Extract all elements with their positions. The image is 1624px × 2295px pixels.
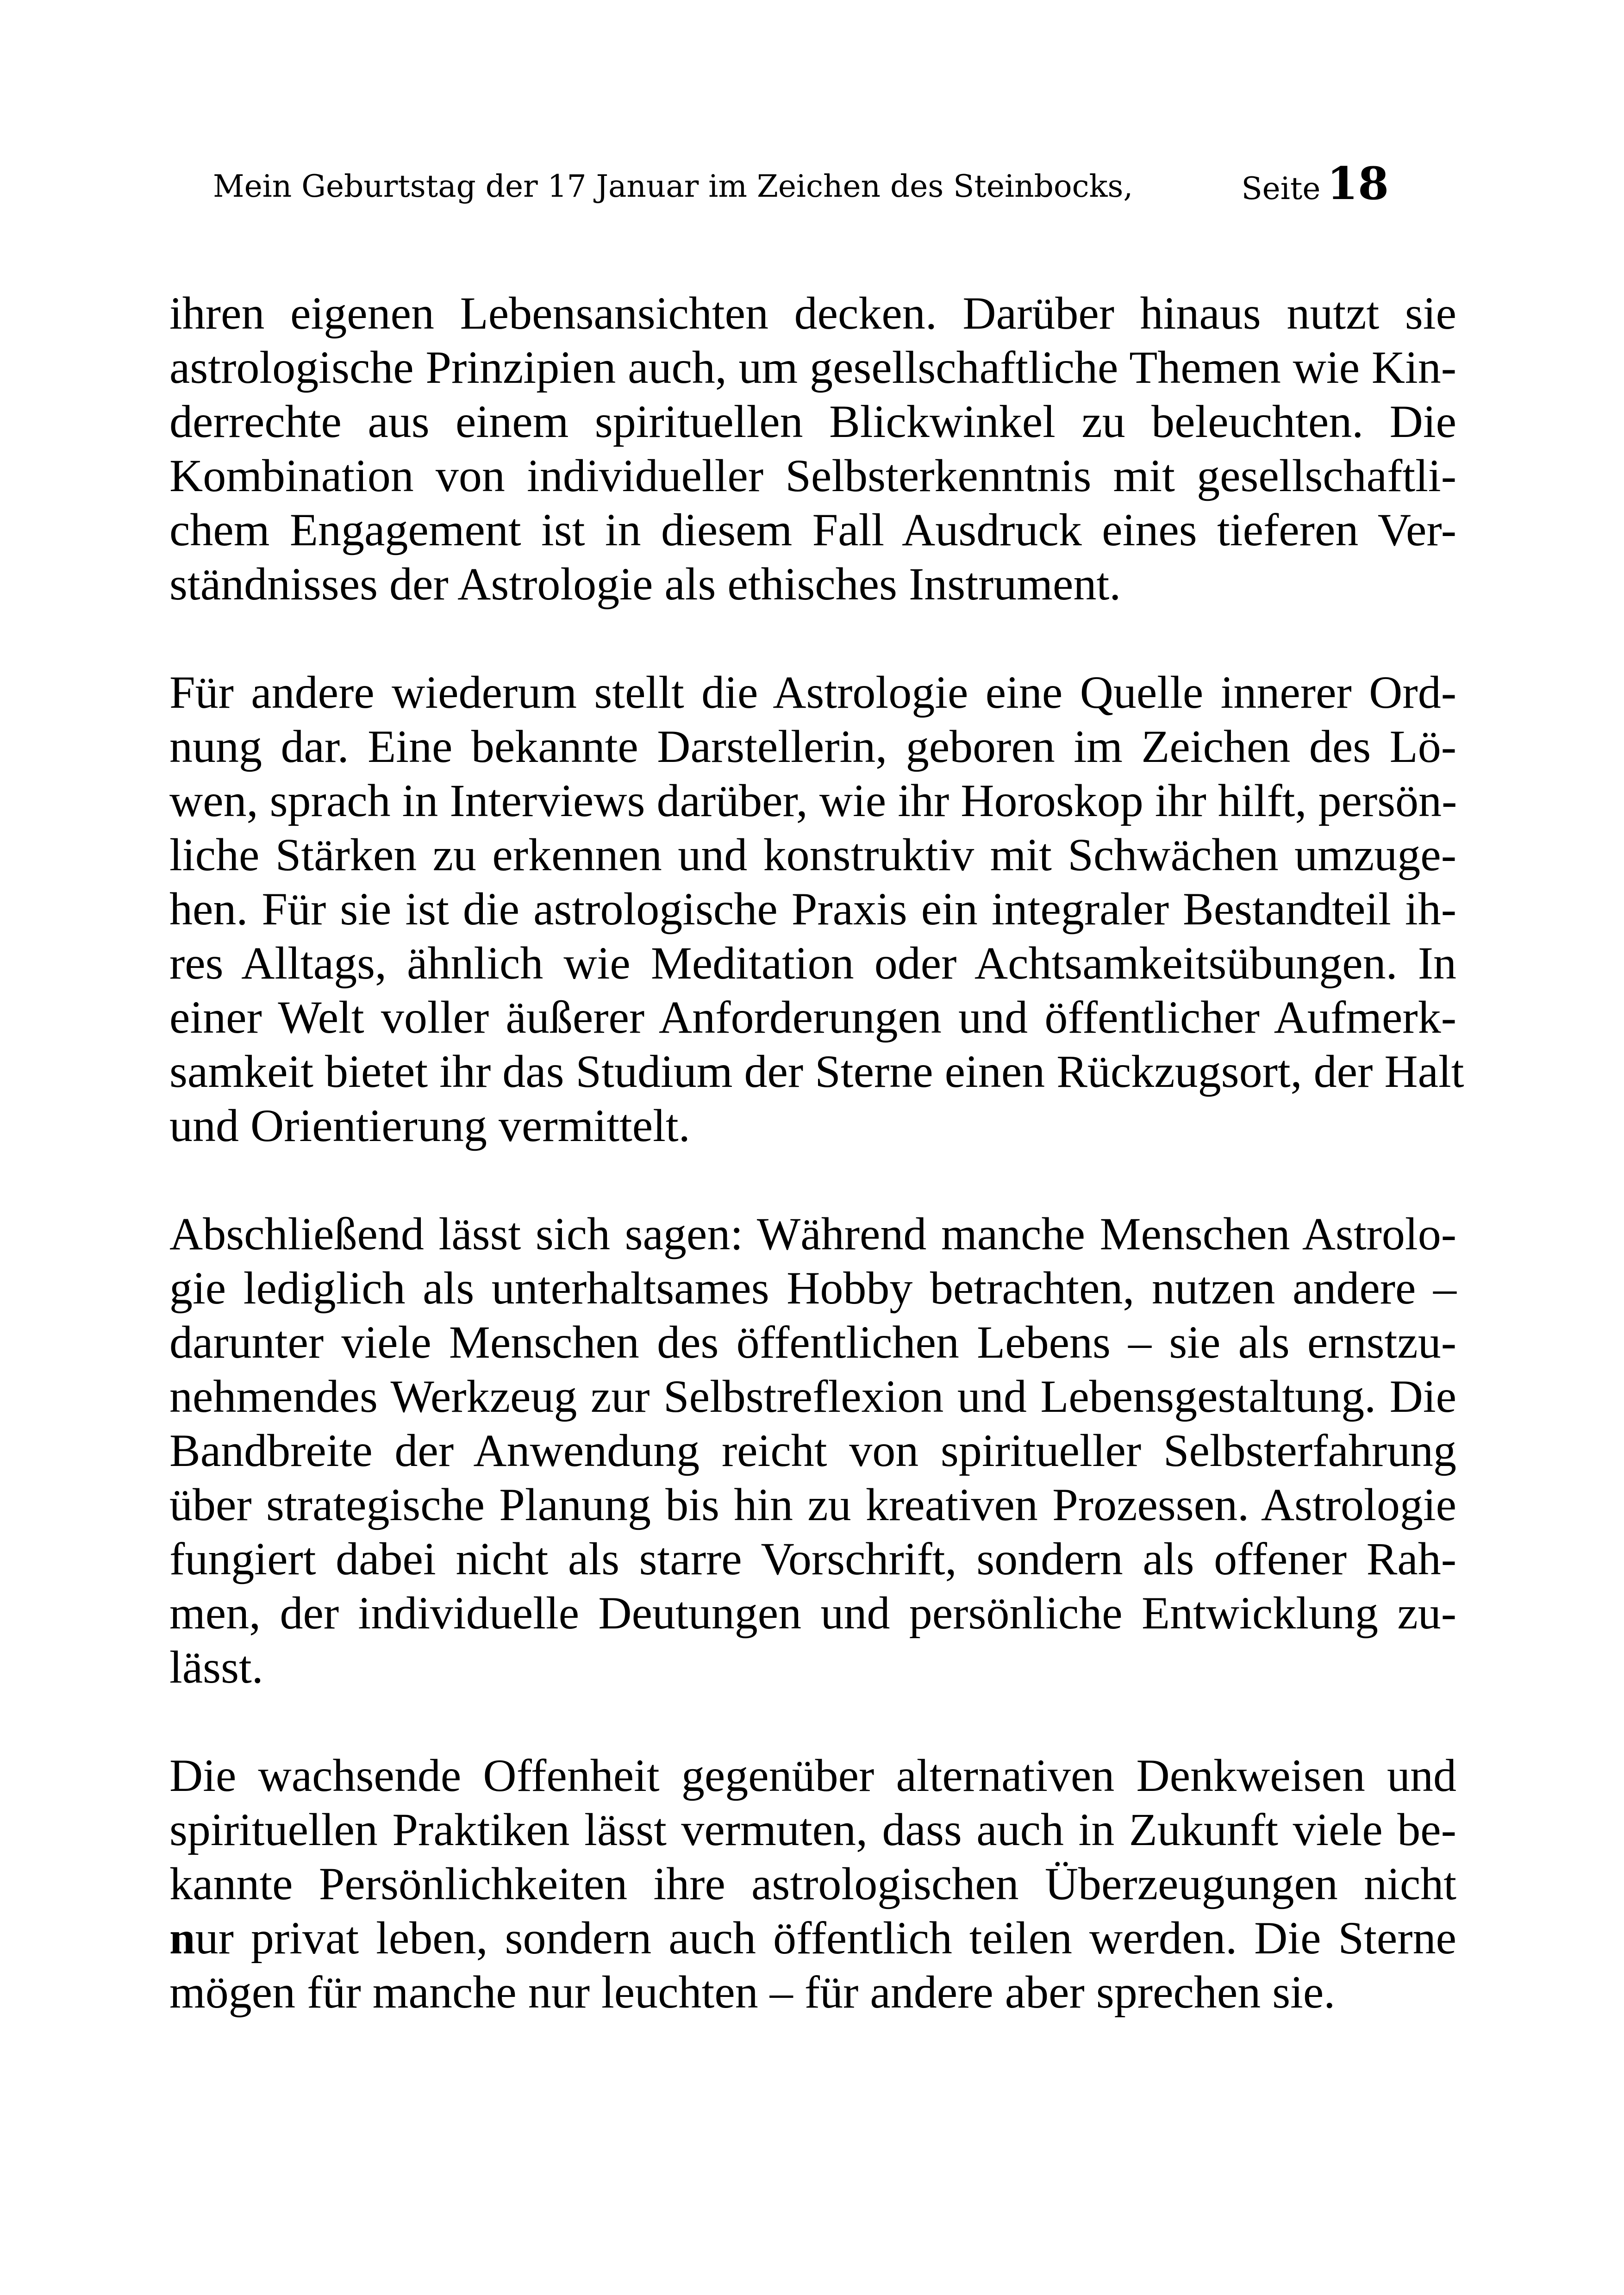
page-label: Seite [1241, 171, 1321, 206]
text-line: ihren eigenen Lebensansichten decken. Darüber hinaus nutzt sie [169, 287, 1456, 339]
text-line-rest: ur privat leben, sondern auch öffentlich teilen werden. Die Sterne [195, 1912, 1456, 1964]
page-number: 18 [1327, 157, 1389, 210]
text-line: samkeit bietet ihr das Studium der Sterne einen Rückzugsort, der Halt [169, 1046, 1464, 1097]
text-line: spirituellen Praktiken lässt vermuten, dass auch in Zukunft viele be- [169, 1804, 1456, 1855]
text-line: res Alltags, ähnlich wie Meditation oder Achtsamkeitsübungen. In [169, 937, 1456, 989]
body-text [169, 286, 1464, 2019]
bold-letter: n [169, 1912, 195, 1964]
paragraph [169, 286, 1456, 611]
text-line: Bandbreite der Anwendung reicht von spiritueller Selbsterfahrung [169, 1425, 1456, 1476]
text-line: einer Welt voller äußerer Anforderungen und öffentlicher Aufmerk- [169, 992, 1456, 1043]
text-line: gie lediglich als unterhaltsames Hobby betrachten, nutzen andere – [169, 1262, 1456, 1314]
text-line: Die wachsende Offenheit gegenüber alternativen Denkweisen und [169, 1750, 1456, 1801]
text-line: men, der individuelle Deutungen und persönliche Entwicklung zu- [169, 1587, 1456, 1639]
paragraph [169, 1207, 1456, 1694]
text-line: Abschließend lässt sich sagen: Während manche Menschen Astrolo- [169, 1208, 1456, 1260]
paragraph [169, 665, 1464, 1153]
text-line: lässt. [169, 1641, 263, 1693]
text-line: fungiert dabei nicht als starre Vorschrift, sondern als offener Rah- [169, 1533, 1456, 1584]
text-line: mögen für manche nur leuchten – für andere aber sprechen sie. [169, 1966, 1336, 2018]
text-line: ständnisses der Astrologie als ethisches Instrument. [169, 558, 1121, 610]
text-line: darunter viele Menschen des öffentlichen Lebens – sie als ernstzu- [169, 1316, 1456, 1368]
text-line: derrechte aus einem spirituellen Blickwinkel zu beleuchten. Die [169, 396, 1456, 447]
text-line: Für andere wiederum stellt die Astrologie eine Quelle innerer Ord- [169, 667, 1456, 718]
text-line: hen. Für sie ist die astrologische Praxis ein integraler Bestandteil ih- [169, 883, 1456, 935]
text-line: über strategische Planung bis hin zu kreativen Prozessen. Astrologie [169, 1479, 1456, 1530]
text-line: und Orientierung vermittelt. [169, 1100, 690, 1151]
text-line: nehmendes Werkzeug zur Selbstreflexion und Lebensgestaltung. Die [169, 1371, 1456, 1422]
text-line: kannte Persönlichkeiten ihre astrologischen Überzeugungen nicht [169, 1858, 1456, 1909]
page-indicator [1241, 157, 1389, 210]
text-line: chem Engagement ist in diesem Fall Ausdruck eines tieferen Ver- [169, 504, 1456, 555]
text-line [169, 1911, 1456, 1965]
text-line: wen, sprach in Interviews darüber, wie ihr Horoskop ihr hilft, persön- [169, 775, 1457, 826]
running-title: Mein Geburtstag der 17 Januar im Zeichen des Steinbocks, [213, 168, 1133, 204]
text-line: Kombination von individueller Selbsterkenntnis mit gesellschaftli- [169, 450, 1456, 501]
text-line: astrologische Prinzipien auch, um gesellschaftliche Themen wie Kin- [169, 342, 1456, 393]
text-line: liche Stärken zu erkennen und konstruktiv mit Schwächen umzuge- [169, 829, 1456, 880]
page-header [213, 157, 1389, 213]
text-line: nung dar. Eine bekannte Darstellerin, geboren im Zeichen des Lö- [169, 721, 1456, 772]
paragraph [169, 1748, 1456, 2019]
